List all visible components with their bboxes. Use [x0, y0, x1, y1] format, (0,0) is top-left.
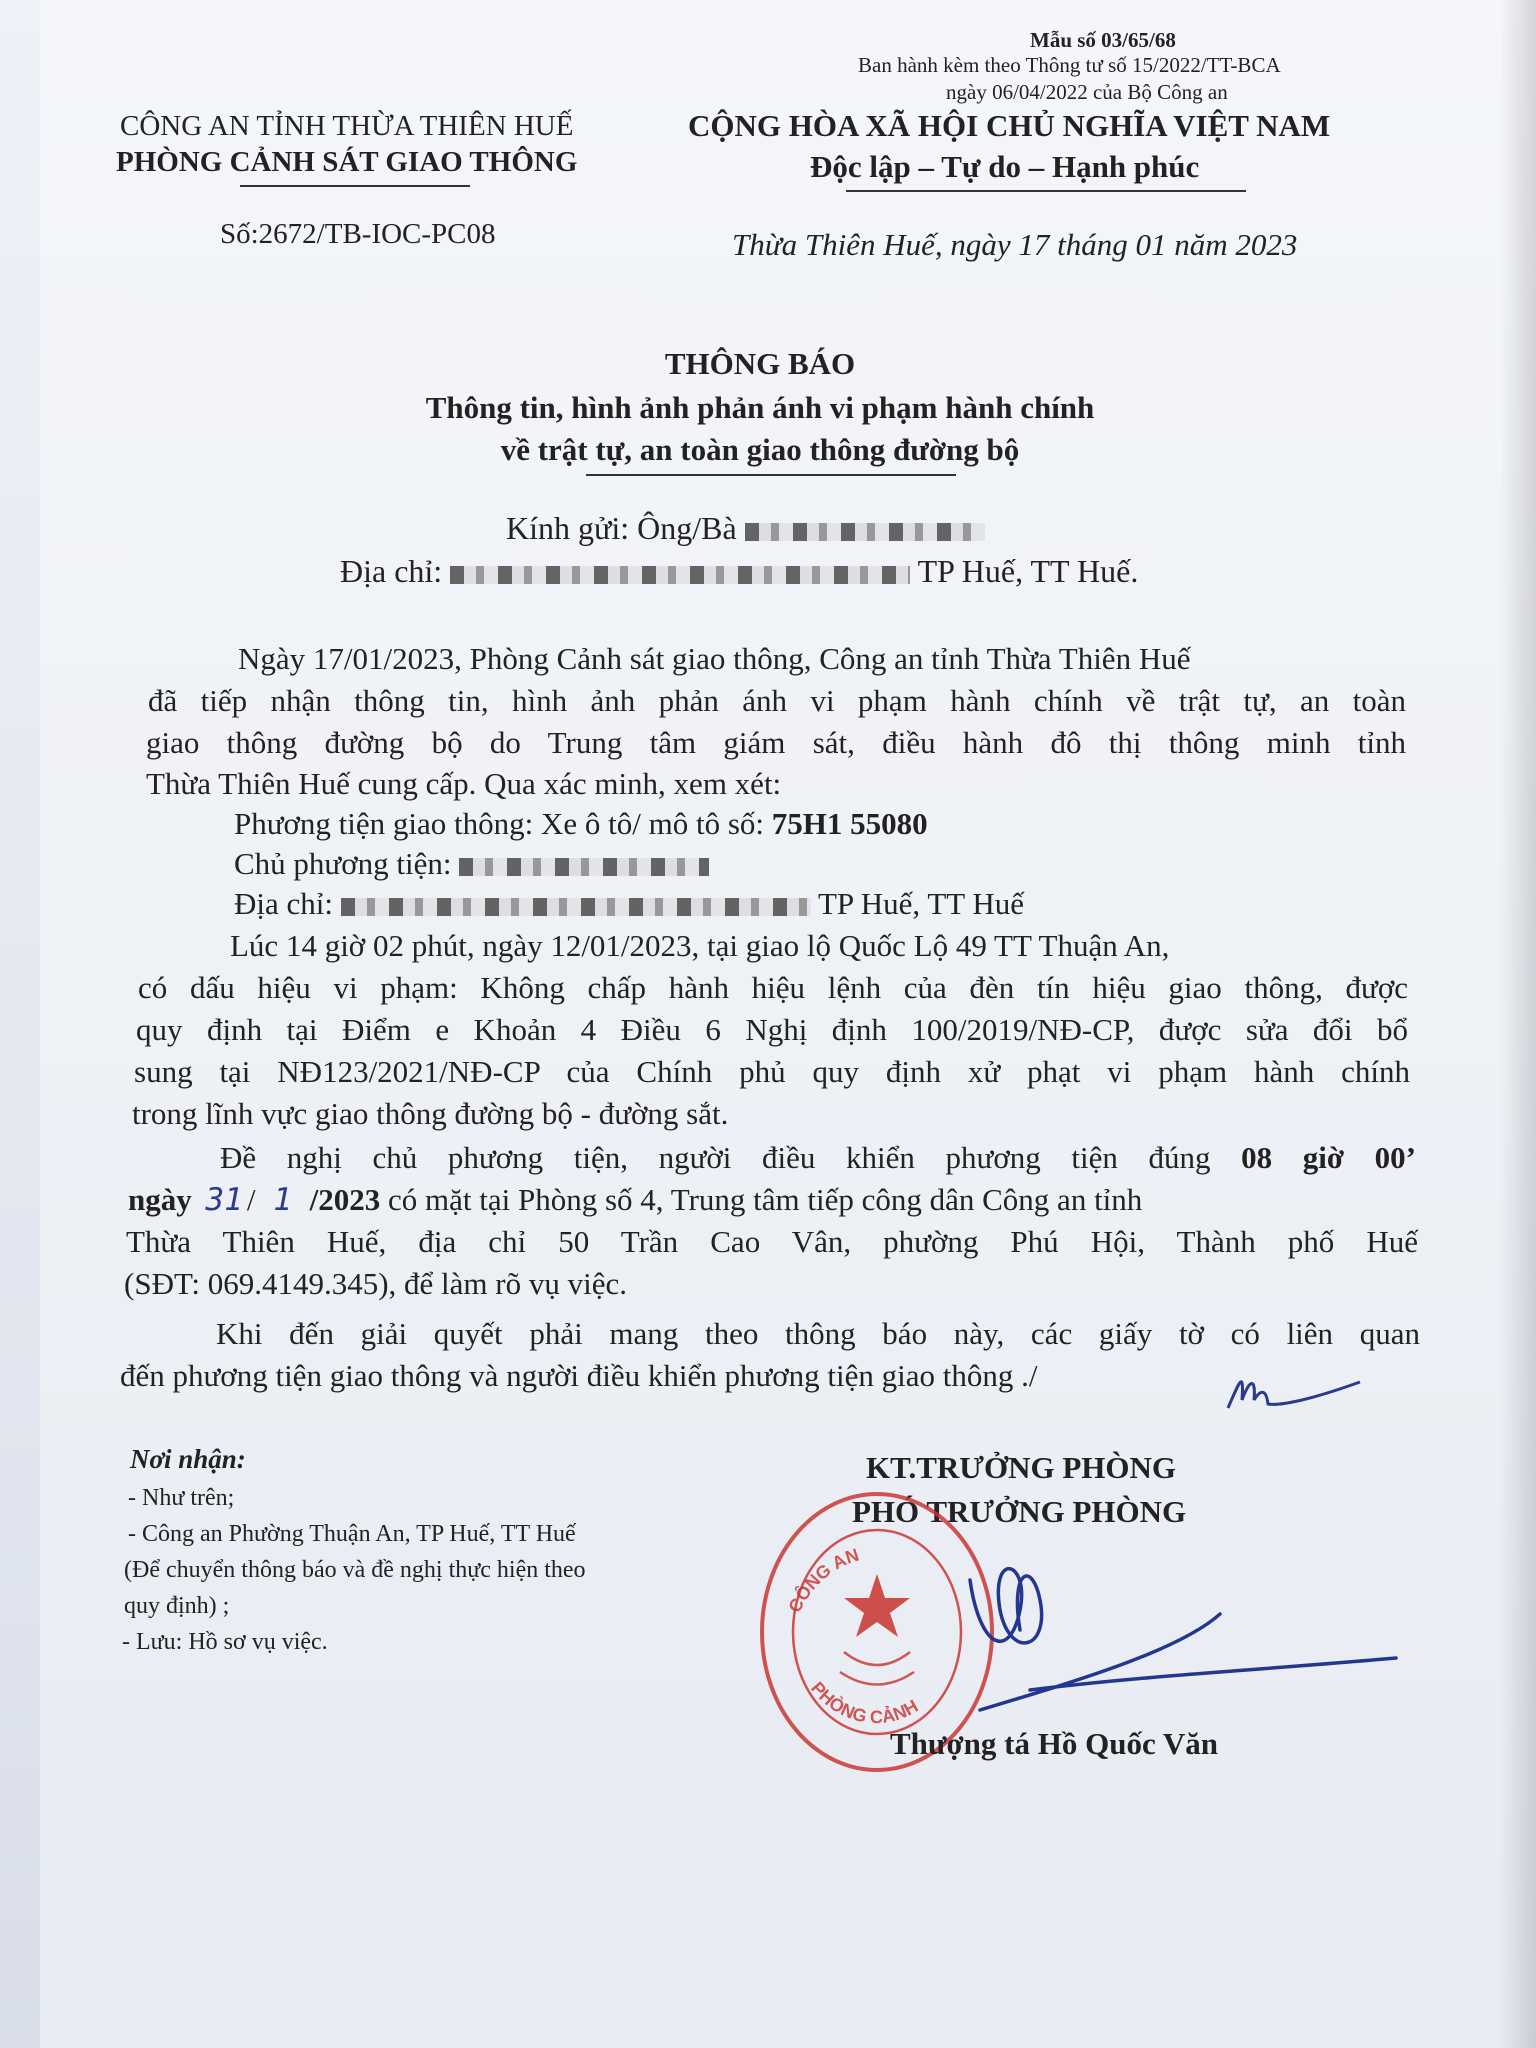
owner-address-line	[234, 886, 1024, 922]
redacted-owner-address	[341, 898, 811, 916]
p2-line5: trong lĩnh vực giao thông đường bộ - đường sắt.	[132, 1096, 729, 1131]
recipient-label: Kính gửi: Ông/Bà	[506, 510, 737, 546]
receiver-item-5: - Lưu: Hồ sơ vụ việc.	[122, 1629, 328, 1655]
receiver-item-1: - Như trên;	[128, 1485, 235, 1511]
title-underline	[586, 474, 956, 476]
page-edge-shadow	[1500, 0, 1536, 2048]
p3-line1	[220, 1140, 1416, 1176]
owner-line	[234, 846, 709, 882]
signer-name: Thượng tá Hồ Quốc Văn	[890, 1726, 1219, 1761]
redacted-owner-name	[459, 858, 709, 876]
receivers-title: Nơi nhận:	[130, 1444, 246, 1474]
vehicle-label: Phương tiện giao thông: Xe ô tô/ mô tô số:	[234, 806, 765, 841]
document-page	[40, 0, 1536, 2048]
owner-label: Chủ phương tiện:	[234, 846, 452, 881]
p2-line1: Lúc 14 giờ 02 phút, ngày 12/01/2023, tại giao lộ Quốc Lộ 49 TT Thuận An,	[230, 928, 1170, 963]
appointment-time: 08 giờ 00’	[1241, 1140, 1417, 1175]
doc-number: Số:2672/TB-IOC-PC08	[220, 218, 496, 250]
p3-line3: Thừa Thiên Huế, địa chỉ 50 Trần Cao Vân, phường Phú Hội, Thành phố Huế	[126, 1224, 1418, 1259]
p2-line4: sung tại NĐ123/2021/NĐ-CP của Chính phủ quy định xử phạt vi phạm hành chính	[134, 1054, 1410, 1089]
p1-line3: giao thông đường bộ do Trung tâm giám sát, điều hành đô thị thông minh tỉnh	[146, 725, 1406, 760]
recipient-address-label: Địa chỉ:	[340, 553, 443, 589]
form-issued-date: ngày 06/04/2022 của Bộ Công an	[946, 80, 1228, 104]
header-right-underline	[846, 190, 1246, 192]
doc-title: THÔNG BÁO	[664, 346, 856, 381]
receiver-item-3: (Để chuyển thông báo và đề nghị thực hiện theo	[124, 1557, 586, 1583]
p2-line2: có dấu hiệu vi phạm: Không chấp hành hiệu lệnh của đèn tín hiệu giao thông, được	[138, 970, 1408, 1005]
signature-title-1: KT.TRƯỞNG PHÒNG	[866, 1450, 1176, 1485]
handwritten-signature	[920, 1540, 1400, 1720]
form-issued-with: Ban hành kèm theo Thông tư số 15/2022/TT-BCA	[858, 53, 1281, 77]
p3-line2-rest: có mặt tại Phòng số 4, Trung tâm tiếp công dân Công an tỉnh	[388, 1182, 1143, 1217]
owner-address-city: TP Huế, TT Huế	[817, 886, 1025, 921]
vehicle-line	[234, 806, 928, 842]
stamp-text-top: CÔNG AN	[784, 1544, 862, 1616]
header-motto: Độc lập – Tự do – Hạnh phúc	[810, 149, 1200, 184]
appointment-day-label: ngày	[128, 1182, 192, 1217]
header-country: CỘNG HÒA XÃ HỘI CHỦ NGHĨA VIỆT NAM	[688, 108, 1331, 143]
p2-line3: quy định tại Điểm e Khoản 4 Điều 6 Nghị định 100/2019/NĐ-CP, được sửa đổi bổ	[136, 1012, 1408, 1047]
p1-line1: Ngày 17/01/2023, Phòng Cảnh sát giao thông, Công an tỉnh Thừa Thiên Huế	[238, 641, 1191, 676]
redacted-recipient-address	[450, 566, 910, 584]
p4-line2: đến phương tiện giao thông và người điều khiển phương tiện giao thông ./	[120, 1358, 1038, 1393]
recipient-address-city: TP Huế, TT Huế.	[917, 553, 1139, 589]
p1-line4: Thừa Thiên Huế cung cấp. Qua xác minh, xem xét:	[146, 766, 782, 801]
vehicle-plate: 75H1 55080	[771, 806, 928, 841]
initials-mark	[1220, 1360, 1370, 1430]
recipient-address-line	[340, 553, 1138, 590]
recipient-line	[506, 510, 985, 547]
form-code: Mẫu số 03/65/68	[1030, 28, 1176, 52]
p3-line4: (SĐT: 069.4149.345), để làm rõ vụ việc.	[124, 1266, 627, 1301]
signature-title-2: PHÓ TRƯỞNG PHÒNG	[852, 1494, 1187, 1529]
appointment-month: 1	[273, 1182, 292, 1218]
p4-line1: Khi đến giải quyết phải mang theo thông báo này, các giấy tờ có liên quan	[216, 1316, 1420, 1351]
doc-subtitle-1: Thông tin, hình ảnh phản ánh vi phạm hành chính	[425, 390, 1095, 425]
doc-subtitle-2: về trật tự, an toàn giao thông đường bộ	[500, 432, 1020, 467]
receiver-item-2: - Công an Phường Thuận An, TP Huế, TT Huế	[128, 1521, 576, 1547]
p3-line1-text: Đề nghị chủ phương tiện, người điều khiển phương tiện đúng	[220, 1140, 1211, 1175]
receiver-item-4: quy định) ;	[124, 1593, 230, 1619]
appointment-year: /2023	[309, 1182, 381, 1217]
stamp-text-bottom: PHÒNG CẢNH	[807, 1677, 922, 1728]
appointment-day: 31	[205, 1182, 243, 1218]
header-left-underline	[240, 185, 470, 187]
header-department: PHÒNG CẢNH SÁT GIAO THÔNG	[116, 146, 578, 178]
redacted-recipient-name	[745, 523, 985, 541]
p3-line2: ngày 31 / 1 /2023 có mặt tại Phòng số 4, Trung tâm tiếp công dân Công an tỉnh	[128, 1182, 1143, 1218]
place-date: Thừa Thiên Huế, ngày 17 tháng 01 năm 2023	[732, 227, 1298, 262]
p1-line2: đã tiếp nhận thông tin, hình ảnh phản ánh vi phạm hành chính về trật tự, an toàn	[148, 683, 1406, 718]
header-agency: CÔNG AN TỈNH THỪA THIÊN HUẾ	[120, 110, 574, 142]
owner-address-label: Địa chỉ:	[234, 886, 333, 921]
